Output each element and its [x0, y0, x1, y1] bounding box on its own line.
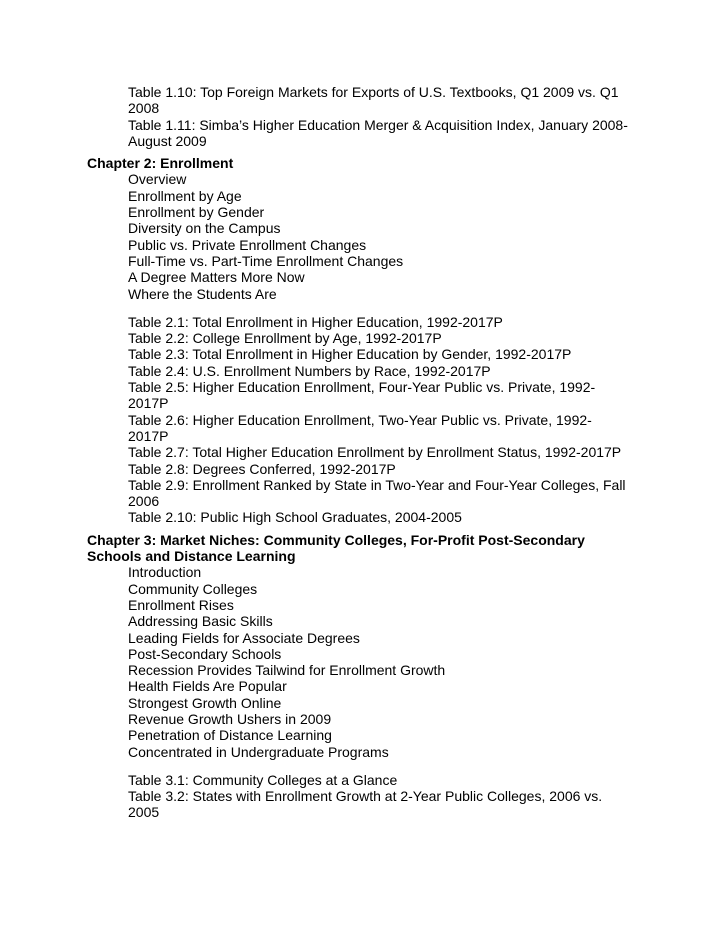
toc-section: Strongest Growth Online: [128, 694, 282, 711]
chapter-3-sections: [87, 564, 657, 760]
toc-table: Table 2.3: Total Enrollment in Higher Education by Gender, 1992-2017P: [128, 346, 572, 363]
chapter-3-heading-cont: Schools and Distance Learning: [87, 548, 296, 565]
toc-section: Enrollment by Gender: [128, 204, 265, 221]
table-of-contents: [87, 84, 657, 821]
toc-section: Concentrated in Undergraduate Programs: [128, 743, 389, 760]
toc-section: Introduction: [128, 564, 202, 581]
toc-table: Table 2.4: U.S. Enrollment Numbers by Race, 1992-2017P: [128, 362, 491, 379]
toc-table: Table 2.9: Enrollment Ranked by State in Two-Year and Four-Year Colleges, Fall: [128, 476, 626, 493]
toc-table: Table 3.2: States with Enrollment Growth at 2-Year Public Colleges, 2006 vs.: [128, 788, 603, 805]
chapter1-tables-continued: [87, 84, 657, 149]
toc-table: Table 3.1: Community Colleges at a Glance: [128, 771, 398, 788]
toc-section: A Degree Matters More Now: [128, 269, 305, 286]
chapter-3-tables: [87, 772, 657, 821]
toc-table: Table 2.5: Higher Education Enrollment, Four-Year Public vs. Private, 1992-: [128, 379, 596, 396]
chapter-2-heading: Chapter 2: Enrollment: [87, 155, 234, 172]
toc-section: Where the Students Are: [128, 285, 277, 302]
toc-table: 2017P: [128, 395, 169, 412]
toc-section: Public vs. Private Enrollment Changes: [128, 236, 367, 253]
toc-section: Community Colleges: [128, 580, 258, 597]
toc-table: 2006: [128, 493, 160, 510]
toc-table: Table 2.8: Degrees Conferred, 1992-2017P: [128, 460, 396, 477]
chapter-2-tables: [87, 314, 657, 526]
toc-table: Table 2.1: Total Enrollment in Higher Education, 1992-2017P: [128, 313, 503, 330]
toc-table: 2005: [128, 804, 160, 821]
toc-line: August 2009: [128, 132, 207, 149]
toc-table: Table 2.10: Public High School Graduates, 2004-2005: [128, 509, 462, 526]
toc-line: 2008: [128, 100, 160, 117]
chapter-3-heading: Chapter 3: Market Niches: Community Colleges, For-Profit Post-Secondary: [87, 531, 585, 548]
toc-section: Post-Secondary Schools: [128, 645, 282, 662]
toc-section: Enrollment Rises: [128, 596, 234, 613]
toc-table: Table 2.6: Higher Education Enrollment, Two-Year Public vs. Private, 1992-: [128, 411, 592, 428]
toc-section: Leading Fields for Associate Degrees: [128, 629, 360, 646]
toc-section: Diversity on the Campus: [128, 220, 281, 237]
toc-section: Penetration of Distance Learning: [128, 727, 332, 744]
chapter-2-sections: [87, 171, 657, 301]
toc-section: Revenue Growth Ushers in 2009: [128, 710, 332, 727]
toc-table: 2017P: [128, 427, 169, 444]
toc-line: Table 1.11: Simba’s Higher Education Merger & Acquisition Index, January 2008-: [128, 116, 628, 133]
toc-section: Addressing Basic Skills: [128, 613, 273, 630]
toc-table: Table 2.2: College Enrollment by Age, 1992-2017P: [128, 330, 442, 347]
toc-section: Overview: [128, 171, 187, 188]
toc-section: Enrollment by Age: [128, 187, 242, 204]
toc-table: Table 2.7: Total Higher Education Enrollment by Enrollment Status, 1992-2017P: [128, 444, 622, 461]
toc-section: Full-Time vs. Part-Time Enrollment Changes: [128, 252, 404, 269]
toc-line: Table 1.10: Top Foreign Markets for Exports of U.S. Textbooks, Q1 2009 vs. Q1: [128, 84, 619, 100]
toc-section: Health Fields Are Popular: [128, 678, 287, 695]
toc-section: Recession Provides Tailwind for Enrollment Growth: [128, 662, 446, 679]
